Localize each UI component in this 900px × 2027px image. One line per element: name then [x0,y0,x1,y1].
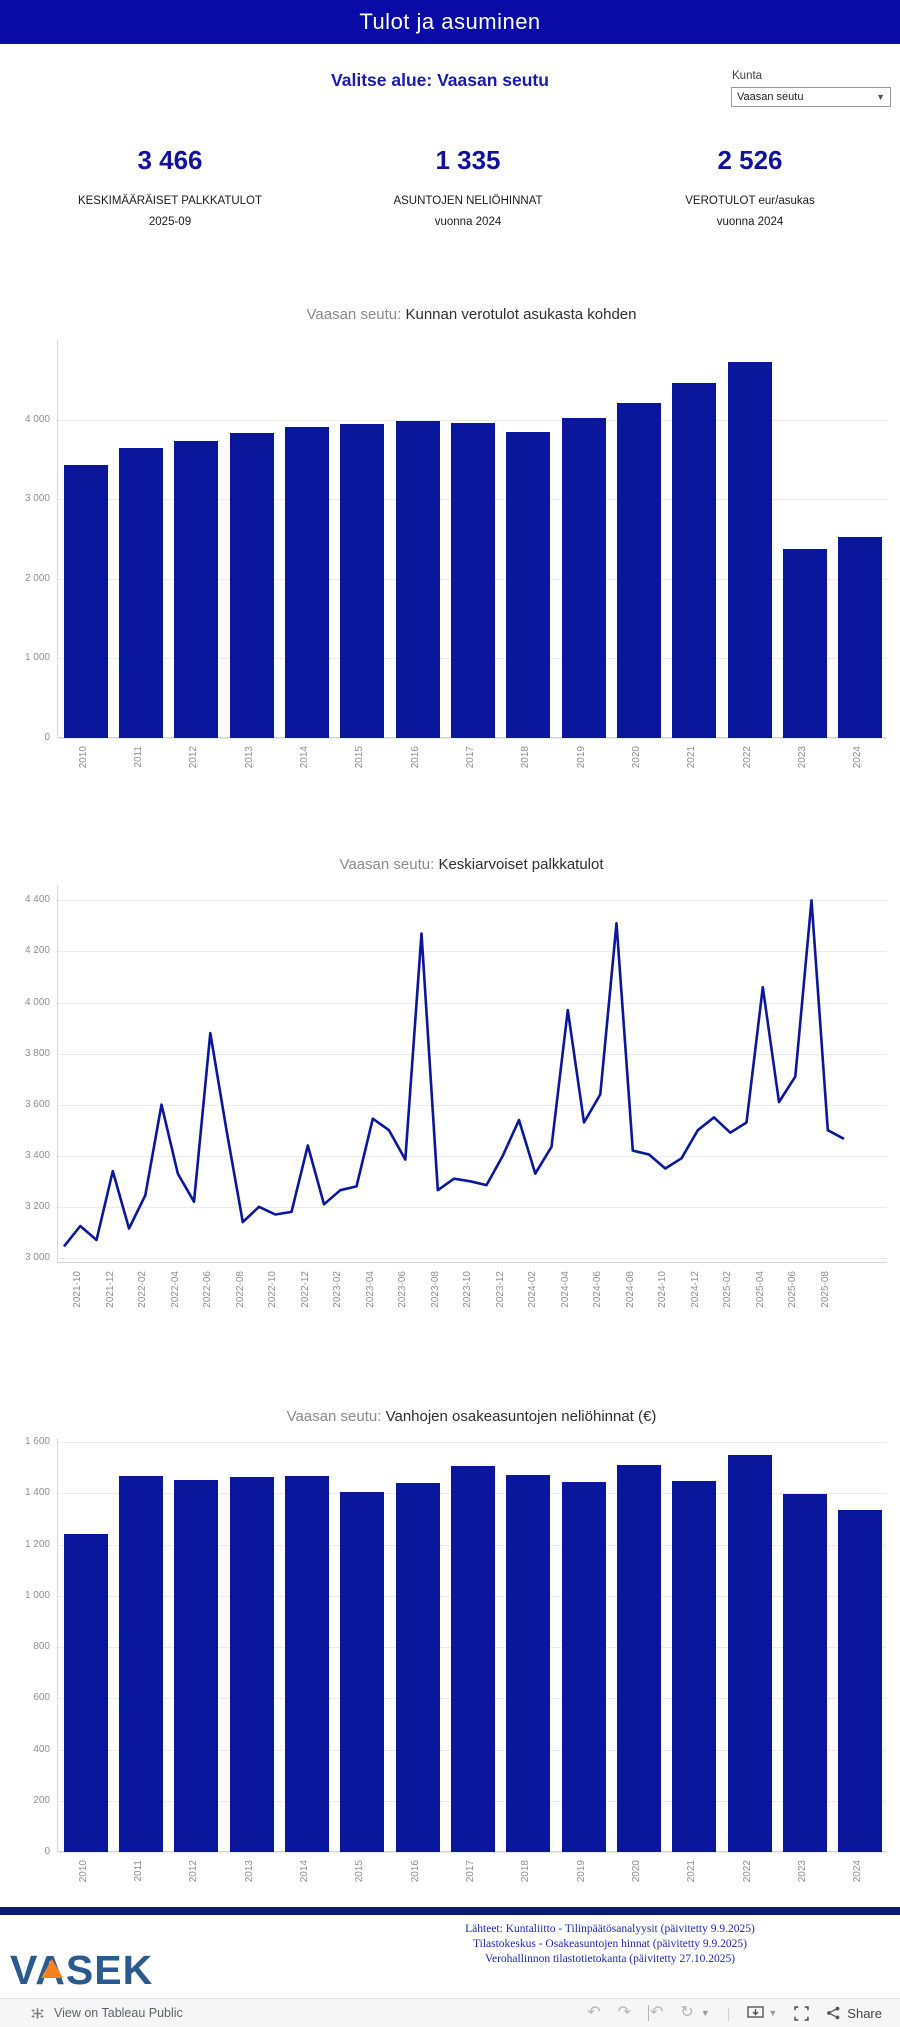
page-title: Tulot ja asuminen [359,9,541,34]
x-tick-label: 2022 [741,746,753,769]
x-axis-labels [57,1269,886,1329]
kpi-value: 2 526 [717,145,783,175]
bar-2015[interactable] [340,424,384,738]
bar-2013[interactable] [230,1477,274,1852]
kpi-label: KESKIMÄÄRÄISET PALKKATULOT 2025-09 [77,195,263,228]
bar-2018[interactable] [506,432,550,739]
x-tick-label: 2020 [631,1860,642,1883]
chart-apartment-prices [0,1408,900,1908]
fullscreen-icon[interactable] [794,2006,809,2021]
x-tick-label: 2013 [243,1860,255,1883]
x-tick-label: 2016 [409,1860,421,1883]
x-tick-label: 2024-06 [592,1271,604,1308]
chart-average-wages [0,856,900,1334]
x-tick-label: 2015 [354,746,366,769]
refresh-icon[interactable]: ↻ [680,2004,694,2021]
x-tick-label: 2022-08 [234,1271,246,1308]
x-tick-label: 2024-04 [559,1271,571,1308]
bar-2021[interactable] [672,383,716,738]
bar-2010[interactable] [64,1534,108,1852]
bar-2021[interactable] [672,1481,716,1853]
download-icon[interactable] [747,2006,764,2021]
y-tick-label: 2 000 [24,572,50,584]
line-path[interactable] [64,900,844,1246]
x-axis-labels [57,744,886,804]
y-tick-label: 600 [33,1692,50,1704]
bar-plot[interactable] [24,1436,887,1857]
kpi-label: ASUNTOJEN NELIÖHINNAT vuonna 2024 [393,195,543,228]
x-tick-label: 2025-06 [787,1271,799,1308]
x-tick-label: 2024 [852,1860,864,1883]
y-tick-label: 3 000 [24,493,50,505]
chevron-down-icon[interactable]: ▼ [876,92,885,102]
bar-2017[interactable] [451,423,495,738]
bar-2015[interactable] [340,1492,384,1852]
x-tick-label: 2023-10 [462,1271,474,1308]
vasek-triangle-icon [41,1959,63,1978]
tableau-controls [587,2005,882,2021]
bar-2024[interactable] [838,1510,882,1852]
kpi-value: 3 466 [137,145,203,175]
bar-2022[interactable] [728,362,772,738]
x-tick-label: 2022-04 [169,1271,181,1308]
undo-icon[interactable]: ↶ [587,2004,601,2021]
source-line: Lähteet: Kuntaliitto - Tilinpäätösanalyysit (päivitetty 9.9.2025) [465,1923,755,1935]
x-tick-label: 2014 [299,746,310,769]
download-caret-icon[interactable]: ▼ [768,2008,778,2018]
x-tick-label: 2018 [520,746,532,769]
chart-title: Vaasan seutu: Vanhojen osakeasuntojen neliöhinnat (€) [286,1408,657,1425]
kpi-value: 1 335 [435,145,501,175]
y-tick-label: 3 600 [24,1098,50,1110]
y-tick-label: 1 000 [24,652,50,664]
bar-2022[interactable] [728,1455,772,1852]
bar-2016[interactable] [396,421,440,738]
kpi-tax-revenue [600,145,900,233]
x-tick-label: 2010 [77,746,89,769]
y-tick-label: 1 400 [24,1487,50,1499]
x-tick-label: 2023 [797,1860,808,1883]
redo-icon[interactable]: ↷ [617,2004,631,2021]
share-button[interactable] [826,2006,882,2021]
y-tick-label: 4 200 [24,945,50,957]
reset-icon[interactable]: ↶ [650,2004,664,2021]
gridline [58,738,887,739]
bar-2010[interactable] [64,465,108,738]
bar-2012[interactable] [174,1480,218,1852]
bar-2011[interactable] [119,448,163,738]
bar-2011[interactable] [119,1476,163,1852]
view-on-tableau-text: View on Tableau Public [54,2006,183,2020]
selected-area-subtitle: Valitse alue: Vaasan seutu [331,70,549,90]
bar-2017[interactable] [451,1466,495,1852]
tableau-attribution[interactable] [30,2006,183,2021]
bar-2020[interactable] [617,403,661,738]
y-tick-label: 4 000 [24,413,50,425]
x-tick-label: 2013 [243,746,255,769]
footer-divider [0,1907,900,1915]
x-tick-label: 2019 [575,1860,587,1883]
bar-2020[interactable] [617,1465,661,1852]
x-tick-label: 2011 [133,1860,144,1882]
y-tick-label: 4 000 [24,996,50,1008]
line-plot[interactable] [24,885,887,1263]
gridline [58,1442,887,1443]
x-tick-label: 2022-06 [202,1271,214,1308]
kpi-apartment-prices [318,145,618,233]
x-tick-label: 2012 [188,1860,200,1883]
tableau-logo-icon [30,2006,45,2021]
bar-plot[interactable] [24,340,887,743]
bar-2019[interactable] [562,1482,606,1852]
x-tick-label: 2023-08 [429,1271,441,1308]
y-tick-label: 1 600 [24,1436,50,1448]
x-tick-label: 2023-12 [494,1271,506,1308]
x-tick-label: 2012 [188,746,200,769]
y-tick-label: 200 [33,1794,50,1806]
x-tick-label: 2024-08 [624,1271,636,1308]
y-tick-label: 1 200 [24,1538,50,1550]
chart-tax-revenue [0,306,900,802]
toolbar-separator: | [726,2005,731,2021]
y-tick-label: 3 000 [24,1251,50,1263]
kpi-average-wages [20,145,320,233]
share-label: Share [847,2005,882,2021]
x-tick-label: 2022-02 [137,1271,149,1308]
y-tick-label: 0 [44,1846,50,1857]
y-tick-label: 3 200 [24,1200,50,1212]
x-tick-label: 2016 [409,746,421,769]
y-tick-label: 0 [44,732,50,743]
y-tick-label: 400 [33,1743,50,1755]
chart-title: Vaasan seutu: Kunnan verotulot asukasta kohden [306,306,637,323]
x-tick-label: 2024-12 [689,1271,701,1308]
x-tick-label: 2024-02 [527,1271,539,1308]
chart-title: Vaasan seutu: Keskiarvoiset palkkatulot [339,856,604,873]
x-tick-label: 2023-04 [364,1271,376,1308]
x-tick-label: 2021 [686,746,698,769]
kunta-filter-label: Kunta [732,70,763,82]
x-tick-label: 2015 [354,1860,366,1883]
kunta-select-value: Vaasan seutu [737,91,804,103]
bar-2012[interactable] [174,441,218,738]
bar-2023[interactable] [783,549,827,738]
bar-2024[interactable] [838,537,882,738]
x-tick-label: 2025-02 [722,1271,734,1308]
y-tick-label: 800 [33,1641,50,1652]
x-tick-label: 2022-10 [267,1271,279,1308]
x-tick-label: 2022-12 [299,1271,311,1308]
x-tick-label: 2019 [575,746,587,769]
x-tick-label: 2010 [77,1860,89,1883]
y-tick-label: 1 000 [24,1589,50,1601]
wage-line-series[interactable] [58,885,888,1263]
refresh-caret-icon[interactable]: ▼ [700,2008,710,2018]
share-icon [826,2006,841,2020]
bar-2013[interactable] [230,433,274,738]
dashboard-header [0,0,900,44]
y-tick-label: 3 400 [24,1149,50,1161]
gridline [58,1852,887,1853]
x-tick-label: 2022 [741,1860,753,1883]
x-tick-label: 2018 [520,1860,532,1883]
source-line: Verohallinnon tilastotietokanta (päivitetty 27.10.2025) [484,1953,736,1965]
bar-2014[interactable] [285,1476,329,1852]
x-tick-label: 2020 [631,746,642,769]
bar-2023[interactable] [783,1494,827,1852]
x-tick-label: 2023 [797,746,808,769]
x-tick-label: 2023-06 [397,1271,409,1308]
kunta-select[interactable] [731,87,891,107]
x-tick-label: 2021-12 [104,1271,116,1308]
y-tick-label: 3 800 [24,1047,50,1059]
x-tick-label: 2017 [465,746,476,769]
bar-2018[interactable] [506,1475,550,1852]
y-tick-label: 4 400 [24,894,50,906]
source-line: Tilastokeskus - Osakeasuntojen hinnat (päivitetty 9.9.2025) [473,1938,747,1950]
x-tick-label: 2017 [465,1860,476,1883]
vasek-logo: VASEK [10,1947,154,1993]
x-tick-label: 2014 [299,1860,310,1883]
x-tick-label: 2024 [852,746,864,769]
kpi-label: VEROTULOT eur/asukas vuonna 2024 [685,195,815,228]
bar-2019[interactable] [562,418,606,738]
tableau-toolbar [0,1998,900,2027]
bar-2014[interactable] [285,427,329,738]
data-sources [350,1922,870,1967]
x-tick-label: 2025-08 [819,1271,831,1308]
x-tick-label: 2021 [686,1860,698,1883]
x-tick-label: 2011 [133,746,144,768]
x-tick-label: 2024-10 [657,1271,669,1308]
bar-2016[interactable] [396,1483,440,1852]
x-tick-label: 2023-02 [332,1271,344,1308]
x-tick-label: 2025-04 [754,1271,766,1308]
x-tick-label: 2021-10 [72,1271,84,1308]
